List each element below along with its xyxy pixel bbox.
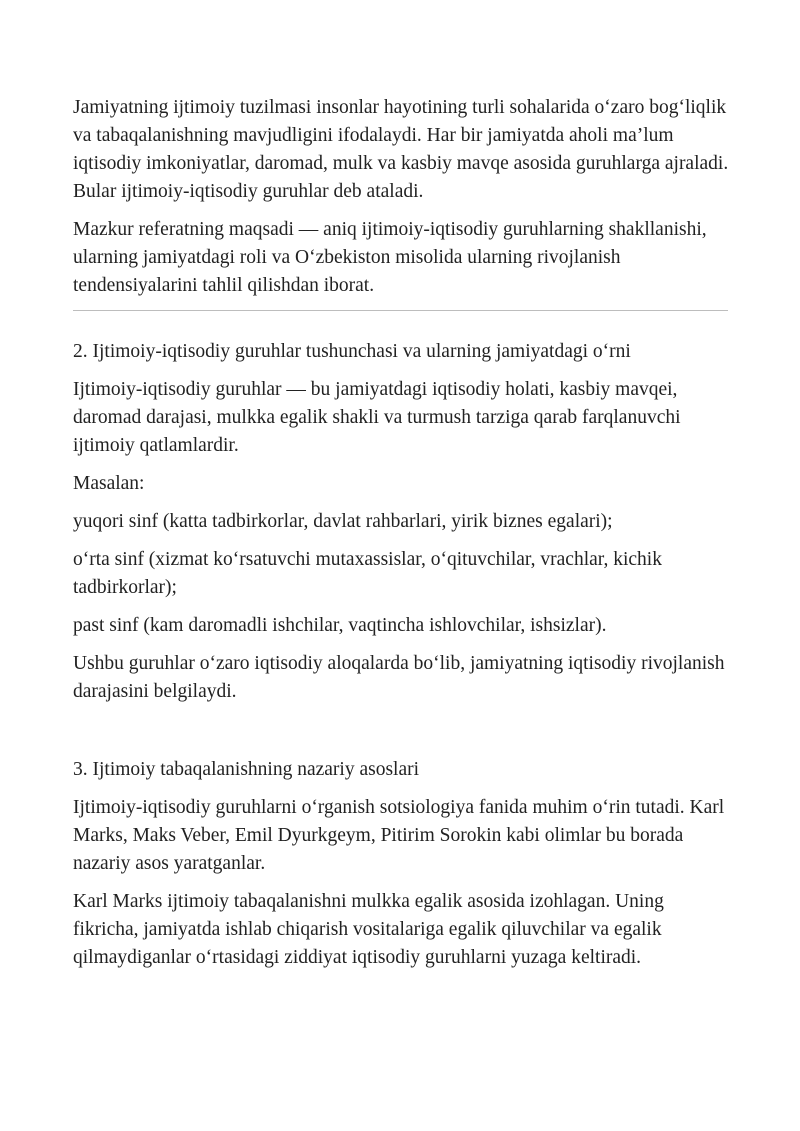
section-2-example-intro: Masalan: — [73, 473, 145, 494]
section-3-paragraph-2: Karl Marks ijtimoiy tabaqalanishni mulkka egalik asosida izohlagan. Uning fikricha, jamiyatda ishlab chiqarish vositalariga egalik qiluvchilar va egalik qilmaydiganlar o‘rtasidagi ziddiyat iqtisodiy guruhlarni yuzaga keltiradi. — [73, 891, 664, 968]
list-item-upper-class: yuqori sinf (katta tadbirkorlar, davlat rahbarlari, yirik biznes egalari); — [73, 511, 613, 532]
list-item-middle-class: o‘rta sinf (xizmat ko‘rsatuvchi mutaxassislar, o‘qituvchilar, vrachlar, kichik tadbirkorlar); — [73, 549, 662, 598]
section-3-paragraph-1: Ijtimoiy-iqtisodiy guruhlarni o‘rganish sotsiologiya fanida muhim o‘rin tutadi. Karl Marks, Maks Veber, Emil Dyurkgeym, Pitirim Sorokin kabi olimlar bu borada nazariy asos yaratganlar. — [73, 797, 725, 874]
intro-paragraph-1: Jamiyatning ijtimoiy tuzilmasi insonlar hayotining turli sohalarida o‘zaro bog‘liqlik va tabaqalanishning mavjudligini ifodalaydi. Har bir jamiyatda aholi ma’lum iqtisodiy imkoniyatlar, daromad, mulk va kasbiy mavqe asosida guruhlarga ajraladi. Bular ijtimoiy-iqtisodiy guruhlar deb ataladi. — [73, 97, 729, 202]
intro-section — [73, 94, 733, 300]
intro-paragraph-2: Mazkur referatning maqsadi — aniq ijtimoiy-iqtisodiy guruhlarning shakllanishi, ularning jamiyatdagi roli va O‘zbekiston misolida ularning rivojlanish tendensiyalarini tahlil qilishdan iborat. — [73, 219, 707, 296]
section-2-definition: Ijtimoiy-iqtisodiy guruhlar — bu jamiyatdagi iqtisodiy holati, kasbiy mavqei, daromad darajasi, mulkka egalik shakli va turmush tarziga qarab farqlanuvchi ijtimoiy qatlamlardir. — [73, 379, 681, 456]
section-2-heading: 2. Ijtimoiy-iqtisodiy guruhlar tushunchasi va ularning jamiyatdagi o‘rni — [73, 341, 631, 362]
list-item-lower-class: past sinf (kam daromadli ishchilar, vaqtincha ishlovchilar, ishsizlar). — [73, 615, 607, 636]
section-2 — [73, 338, 733, 706]
section-3 — [73, 756, 733, 972]
section-2-conclusion: Ushbu guruhlar o‘zaro iqtisodiy aloqalarda bo‘lib, jamiyatning iqtisodiy rivojlanish darajasini belgilaydi. — [73, 653, 725, 702]
section-3-heading: 3. Ijtimoiy tabaqalanishning nazariy asoslari — [73, 759, 420, 780]
section-spacer — [73, 716, 733, 756]
section-divider — [73, 310, 728, 311]
document-page — [73, 94, 733, 982]
